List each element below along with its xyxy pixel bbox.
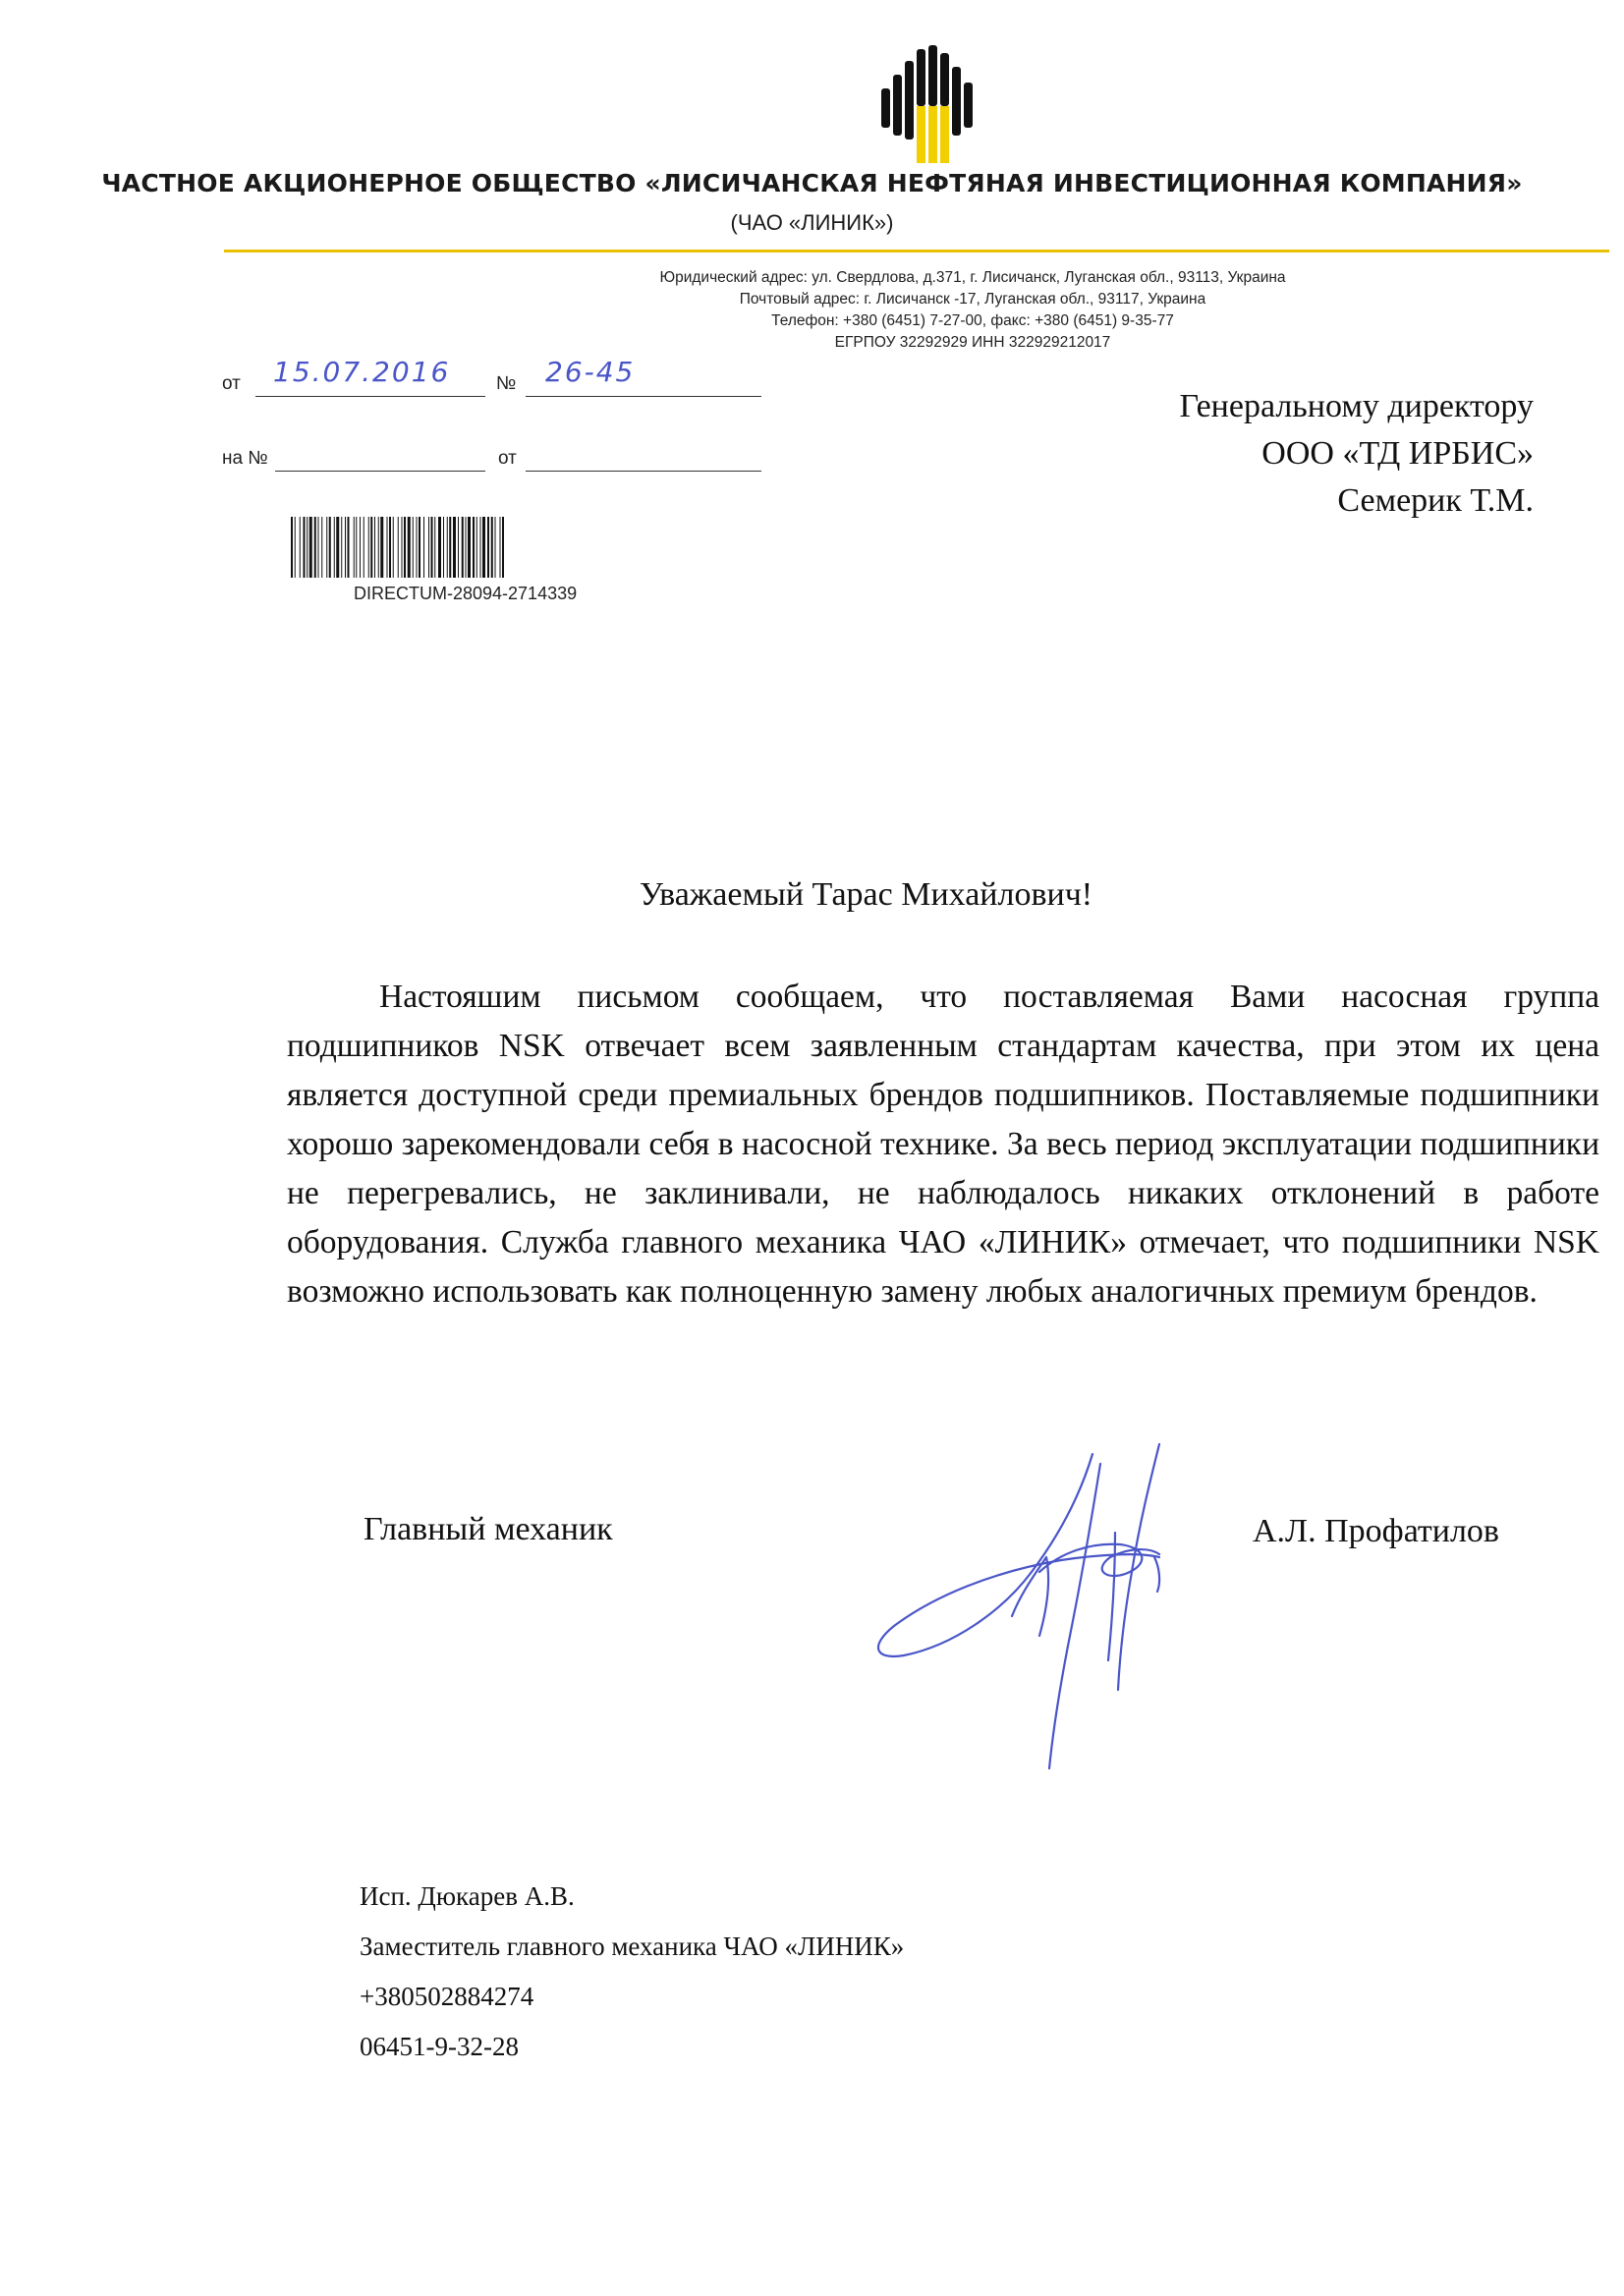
addressee-company: ООО «ТД ИРБИС» xyxy=(1261,435,1534,472)
number-line xyxy=(526,396,761,397)
company-name: ЧАСТНОЕ АКЦИОНЕРНОЕ ОБЩЕСТВО «ЛИСИЧАНСКАЯ НЕФТЯНАЯ ИНВЕСТИЦИОННАЯ КОМПАНИЯ» xyxy=(101,169,1523,197)
handwritten-number: 26-45 xyxy=(545,356,636,388)
date-line xyxy=(255,396,485,397)
handwritten-signature xyxy=(865,1425,1258,1788)
letter-body: Настояшим письмом сообщаем, что поставляемая Вами насосная группа подшипников NSK отвечает всем заявленным стандартам качества, при этом их цена является доступной среди премиальных брендов подшипников. Поставляемые подшипники хорошо зарекомендовали себя в насосной технике. За весь период эксплуатации подшипники не перегревались, не заклинивали, не наблюдалось никаких отклонений в работе оборудования. Служба главного механика ЧАО «ЛИНИК» отмечает, что подшипники NSK возможно использовать как полноценную замену любых аналогичных премиум брендов. xyxy=(287,979,1599,1310)
company-short-name: (ЧАО «ЛИНИК») xyxy=(730,210,894,235)
postal-address: Почтовый адрес: г. Лисичанск -17, Луганская обл., 93117, Украина xyxy=(739,291,1206,308)
salutation: Уважаемый Тарас Михайлович! xyxy=(639,876,1093,913)
addressee-name: Семерик Т.М. xyxy=(1337,482,1534,519)
phone-fax: Телефон: +380 (6451) 7-27-00, факс: +380 (6451) 9-35-77 xyxy=(771,312,1174,329)
from-label: от xyxy=(222,373,241,394)
reference-number-line xyxy=(275,471,485,472)
executor-mobile: +380502884274 xyxy=(360,1982,534,2011)
registry-codes: ЕГРПОУ 32292929 ИНН 322929212017 xyxy=(834,334,1111,351)
executor-name: Исп. Дюкарев А.В. xyxy=(360,1881,575,1911)
reference-from-label: от xyxy=(498,448,517,469)
reference-date-line xyxy=(526,471,761,472)
signatory-title: Главный механик xyxy=(364,1511,613,1547)
number-label: № xyxy=(496,373,517,394)
handwritten-date: 15.07.2016 xyxy=(273,356,451,388)
executor-contacts xyxy=(360,1872,904,2072)
header-divider xyxy=(224,250,1609,252)
barcode-text: DIRECTUM-28094-2714339 xyxy=(354,584,578,603)
reference-number-label: на № xyxy=(222,448,268,469)
legal-address: Юридический адрес: ул. Свердлова, д.371, г. Лисичанск, Луганская обл., 93113, Украина xyxy=(659,269,1286,286)
company-requisites xyxy=(629,267,1316,354)
barcode xyxy=(291,517,652,578)
signatory-name: А.Л. Профатилов xyxy=(1253,1513,1499,1549)
addressee-position: Генеральному директору xyxy=(1179,388,1534,424)
executor-position: Заместитель главного механика ЧАО «ЛИНИК» xyxy=(360,1932,905,1961)
addressee-block xyxy=(1180,383,1535,525)
executor-phone: 06451-9-32-28 xyxy=(360,2032,519,2061)
company-logo xyxy=(879,45,978,165)
